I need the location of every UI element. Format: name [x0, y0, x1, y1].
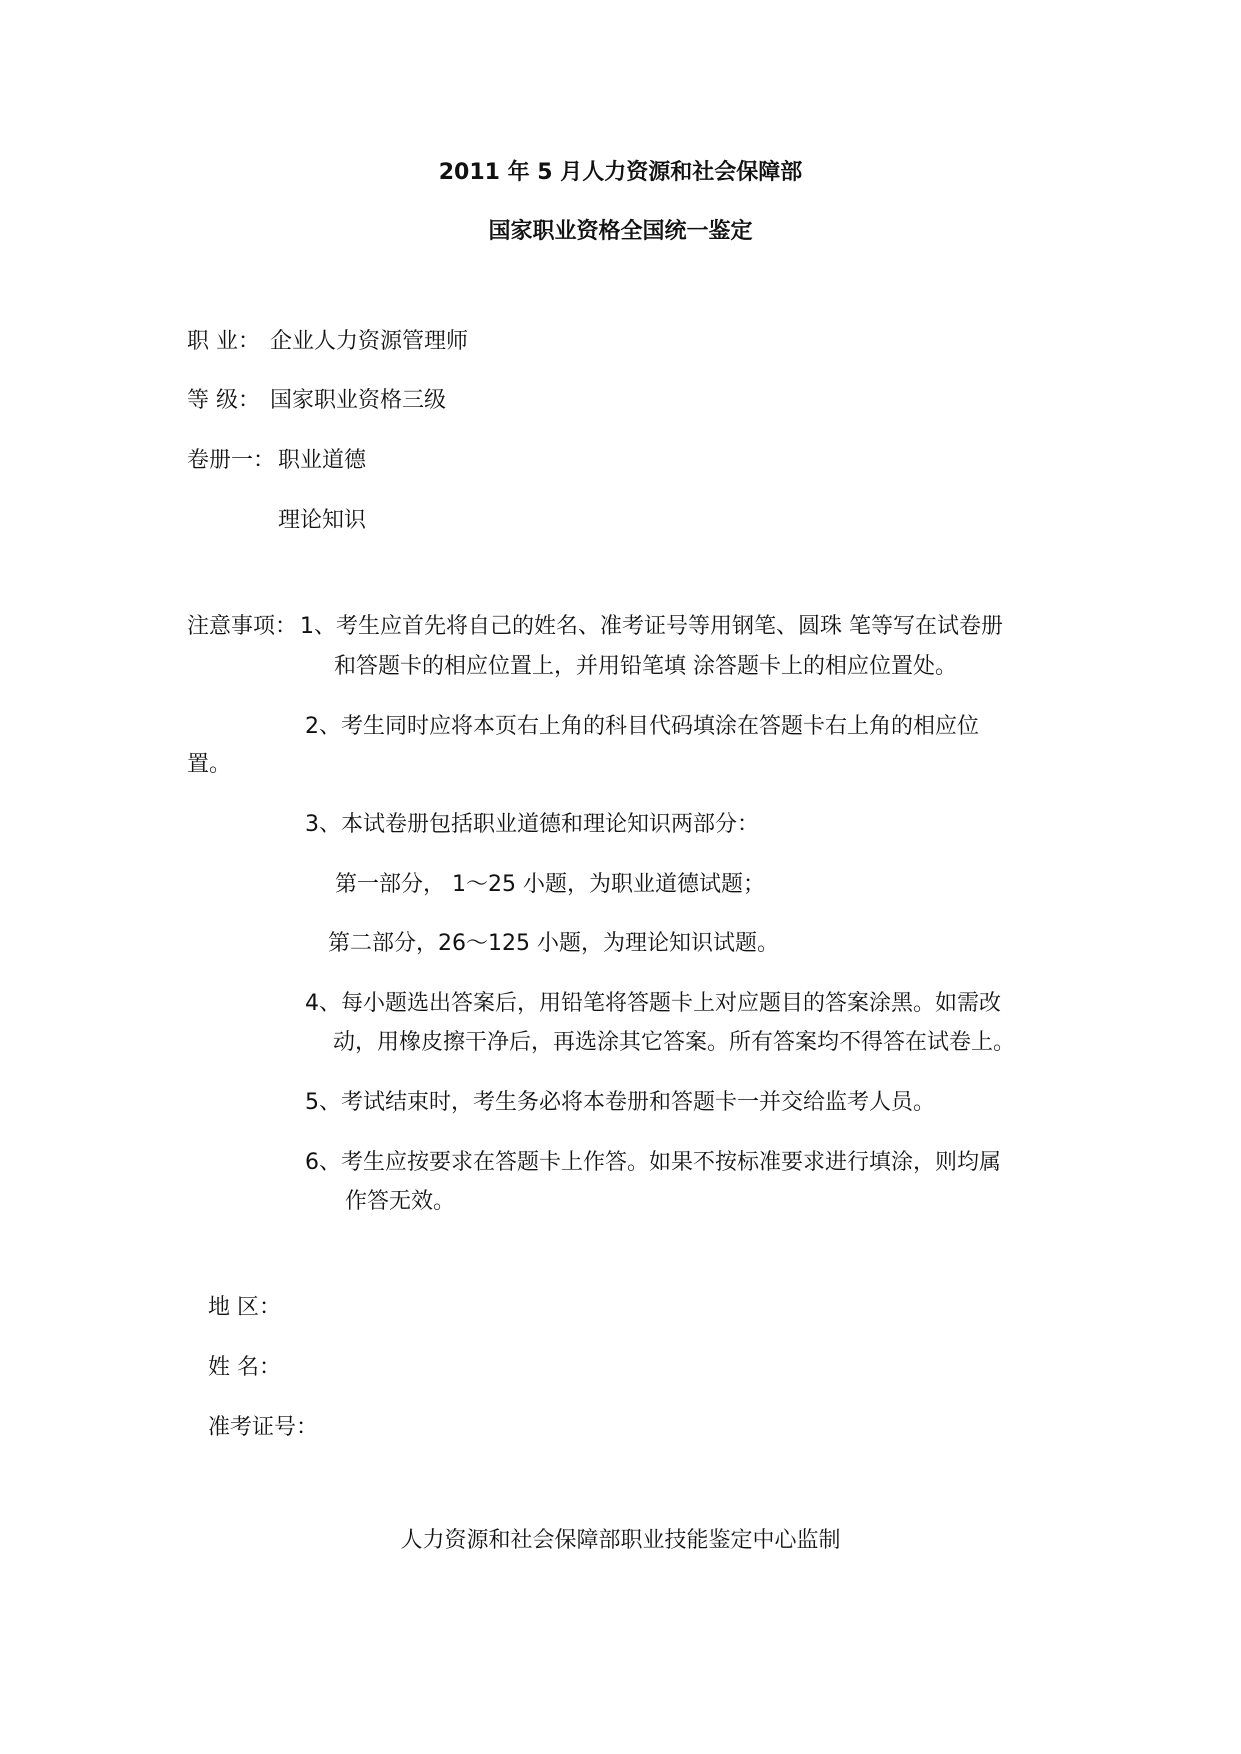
notes-label: 注意事项：	[187, 614, 298, 639]
name-label: 姓 名：	[208, 1355, 281, 1380]
note-1-line-1: 1、考生应首先将自己的姓名、准考证号等用钢笔、圆珠 笔等写在试卷册	[300, 614, 1003, 639]
note-4-line-1: 4、每小题选出答案后，用铅笔将答题卡上对应题目的答案涂黑。如需改	[305, 991, 1001, 1016]
region-label: 地 区：	[208, 1295, 281, 1320]
note-3-part-1: 第一部分， 1～25 小题，为职业道德试题；	[335, 872, 765, 897]
note-1-line-2: 和答题卡的相应位置上，并用铅笔填 涂答题卡上的相应位置处。	[334, 654, 957, 679]
note-3-line-1: 3、本试卷册包括职业道德和理论知识两部分：	[305, 812, 759, 837]
note-4-line-2: 动，用橡皮擦干净后，再选涂其它答案。所有答案均不得答在试卷上。	[333, 1030, 1016, 1055]
level-value: 国家职业资格三级	[270, 388, 447, 413]
occupation-value: 企业人力资源管理师	[270, 329, 469, 354]
note-2-line-1: 2、考生同时应将本页右上角的科目代码填涂在答题卡右上角的相应位	[305, 714, 979, 739]
volume-label: 卷册一：	[187, 448, 276, 473]
level-label: 等 级：	[187, 388, 260, 413]
issuer-footer: 人力资源和社会保障部职业技能鉴定中心监制	[400, 1528, 841, 1553]
note-6-line-1: 6、考生应按要求在答题卡上作答。如果不按标准要求进行填涂，则均属	[305, 1150, 1001, 1175]
title-line-1: 2011 年 5 月人力资源和社会保障部	[438, 160, 803, 185]
note-6-line-2: 作答无效。	[345, 1189, 456, 1214]
note-5-line-1: 5、考试结束时，考生务必将本卷册和答题卡一并交给监考人员。	[305, 1090, 935, 1115]
occupation-label: 职 业：	[187, 329, 260, 354]
volume-value-theory: 理论知识	[278, 508, 367, 533]
volume-value-ethics: 职业道德	[278, 448, 367, 473]
title-line-2: 国家职业资格全国统一鉴定	[488, 219, 753, 244]
note-2-line-2: 置。	[187, 752, 232, 777]
ticket-number-label: 准考证号：	[208, 1415, 319, 1440]
note-3-part-2: 第二部分，26～125 小题，为理论知识试题。	[328, 931, 779, 956]
